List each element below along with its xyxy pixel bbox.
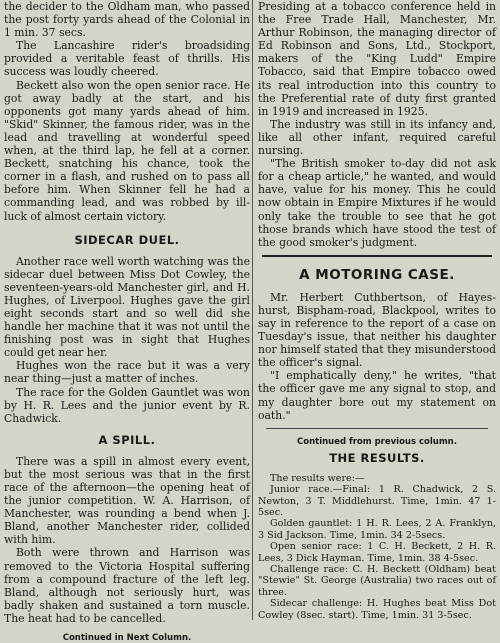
paragraph: Another race well worth watching was the sidecar duel between Miss Dot Cowley, the seventeen-years-old Manchester girl, and H. Hughes, of Liverpool. Hughes gave the girl eight seconds start and so well did she handle her machine that it was not until the finishing post was in sight that Hughes could get near her. — [4, 254, 250, 360]
result-item: Golden gauntlet: 1 H. R. Lees, 2 A. Franklyn, 3 Sid Jackson. Time, 1min. 34 2-5secs. — [258, 518, 496, 541]
section-heading-motoring: A MOTORING CASE. — [299, 266, 455, 283]
left-column — [4, 0, 250, 643]
paragraph: Presiding at a tobacco conference held in the Free Trade Hall, Manchester, Mr. Arthur Robinson, the managing director of Ed Robinson and Sons, Ltd., Stockport, makers of the "King Ludd" Empire Tobacco, said that Empire tobacco owed its real introduction into this country to the Preferential rate of duty first granted in 1919 and increased in 1925. — [258, 0, 496, 118]
paragraph: "I emphatically deny," he writes, "that the officer gave me any signal to stop, and my daughter bore out my statement on oath." — [258, 369, 496, 422]
paragraph: "The British smoker to-day did not ask for a cheap article," he wanted, and would have, value for his money. This he could now obtain in Empire Mixtures if he would only take the trouble to see that he got those brands which have stood the test of the good smoker's judgment. — [258, 157, 496, 249]
results-intro: The results were:— — [270, 472, 365, 484]
paragraph: The industry was still in its infancy and, like all other infant, required careful nursing. — [258, 117, 496, 158]
right-column — [258, 0, 496, 620]
result-item: Junior race.—Final: 1 R. Chadwick, 2 S. Newton, 3 T. Middlehurst. Time, 1min. 47 1-5sec. — [258, 484, 496, 518]
column-rule — [252, 0, 253, 620]
result-item: Sidecar challenge: H. Hughes beat Miss Dot Cowley (8sec. start). Time, 1min. 31 3-5sec. — [258, 598, 496, 621]
section-heading-results: THE RESULTS. — [329, 450, 425, 465]
paragraph: Both were thrown and Harrison was removed to the Victoria Hospital suffering from a compound fracture of the left leg. Bland, although not seriously hurt, was badly shaken and sustained a torn muscle. The heat had to be cancelled. — [4, 546, 250, 625]
section-divider — [266, 428, 488, 429]
paragraph: Hughes won the race but it was a very near thing—just a matter of inches. — [4, 359, 250, 386]
paragraph: There was a spill in almost every event, but the most serious was that in the first race of the afternoon—the opening heat of the junior competition. W. A. Harrison, of Manchester, was rounding a bend when J. Bland, another Manchester rider, collided with him. — [4, 454, 250, 547]
results-list — [258, 473, 496, 621]
continued-from-note: Continued from previous column. — [297, 436, 457, 447]
section-heading-spill: A SPILL. — [98, 432, 156, 447]
paragraph: Mr. Herbert Cuthbertson, of Hayes-hurst, Bispham-road, Blackpool, writes to say in reference to the report of a case on Tuesday's issue, that neither his daughter nor himself stated that they misunderstood the officer's signal. — [258, 290, 496, 370]
result-item: Open senior race: 1 C. H. Beckett, 2 H. R. Lees, 3 Dick Hayman. Time, 1min. 38 4-5sec. — [258, 541, 496, 564]
result-item: Challenge race: C. H. Beckett (Oldham) beat "Stewie" St. George (Australia) two races out of three. — [258, 563, 496, 598]
continued-note: Continued in Next Column. — [62, 633, 192, 643]
paragraph: The Lancashire rider's broadsiding provided a veritable feast of thrills. His success was loudly cheered. — [4, 39, 250, 79]
paragraph: The race for the Golden Gauntlet was won by H. R. Lees and the junior event by R. Chadwick. — [4, 385, 250, 425]
section-heading-sidecar: SIDECAR DUEL. — [74, 232, 180, 247]
paragraph: the decider to the Oldham man, who passed the post forty yards ahead of the Colonial in 1 min. 37 secs. — [4, 0, 250, 40]
paragraph: Beckett also won the open senior race. He got away badly at the start, and his opponents got many yards ahead of him. "Skid" Skinner, the famous rider, was in the lead and travelling at wonderful speed when, at the third lap, he fell at a corner. Beckett, snatching his chance, took the corner in a flash, and rushed on to pass all before him. When Skinner fell he had a commanding lead, and was robbed by ill-luck of almost certain victory. — [4, 78, 250, 223]
section-divider — [262, 255, 492, 257]
